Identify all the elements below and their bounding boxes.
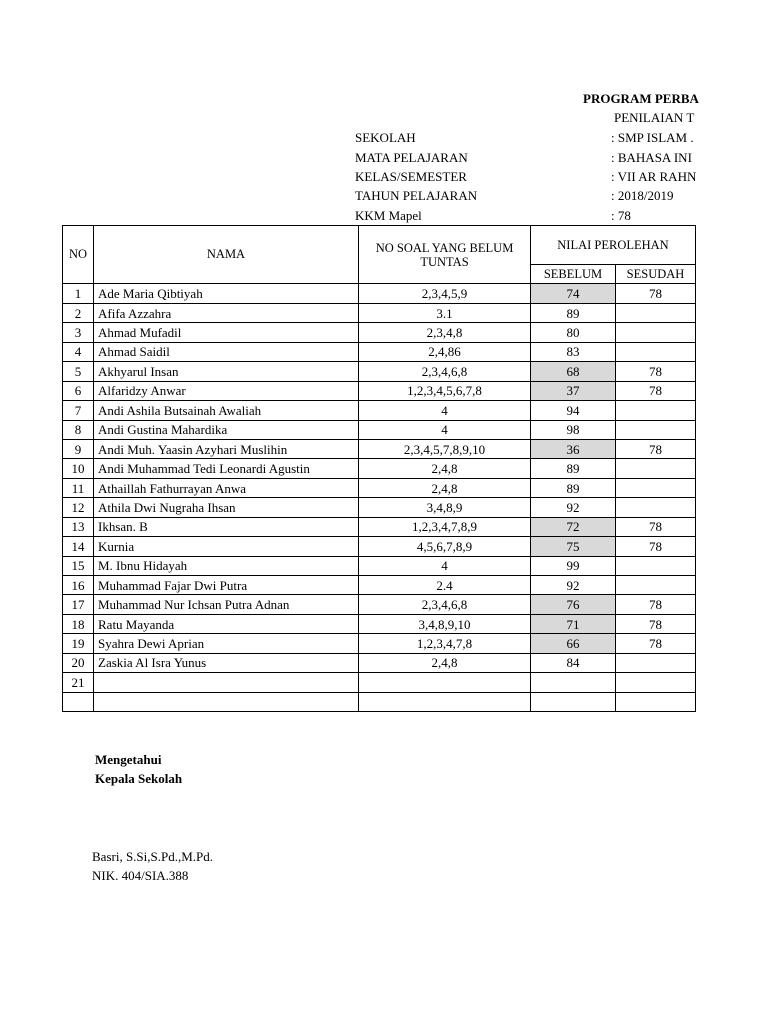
table-row: [63, 303, 696, 322]
cell-sesudah: [616, 556, 696, 575]
info-value-mapel: : BAHASA INI: [611, 150, 692, 165]
table-row: [63, 595, 696, 614]
cell-soal: [359, 692, 531, 711]
cell-soal: 2.4: [359, 576, 531, 595]
cell-nama: Akhyarul Insan: [94, 362, 359, 381]
cell-sesudah: [616, 342, 696, 361]
cell-soal: 1,2,3,4,7,8: [359, 634, 531, 653]
cell-no: 13: [63, 517, 94, 536]
cell-no: 7: [63, 401, 94, 420]
cell-nama: Andi Ashila Butsainah Awaliah: [94, 401, 359, 420]
table-row: [63, 537, 696, 556]
info-label-kelas: KELAS/SEMESTER: [355, 169, 467, 184]
cell-sesudah: [616, 498, 696, 517]
cell-soal: 2,3,4,6,8: [359, 362, 531, 381]
table-row: [63, 673, 696, 692]
cell-nama: [94, 673, 359, 692]
cell-sebelum: 92: [531, 576, 616, 595]
cell-no: 21: [63, 673, 94, 692]
cell-soal: 4: [359, 556, 531, 575]
cell-soal: 3,4,8,9: [359, 498, 531, 517]
cell-nama: [94, 692, 359, 711]
cell-sebelum: 36: [531, 439, 616, 458]
cell-soal: 2,3,4,5,9: [359, 284, 531, 303]
cell-sesudah: [616, 303, 696, 322]
info-label-sekolah: SEKOLAH: [355, 130, 416, 145]
cell-no: 9: [63, 439, 94, 458]
table-row: [63, 284, 696, 303]
cell-soal: 4: [359, 420, 531, 439]
info-value-sekolah: : SMP ISLAM .: [611, 130, 694, 145]
cell-no: 8: [63, 420, 94, 439]
table-row: [63, 439, 696, 458]
cell-soal: 4: [359, 401, 531, 420]
cell-soal: 2,3,4,6,8: [359, 595, 531, 614]
info-value-kelas: : VII AR RAHN: [611, 169, 697, 184]
header-nama: NAMA: [94, 226, 359, 284]
cell-nama: Ikhsan. B: [94, 517, 359, 536]
cell-nama: Kurnia: [94, 537, 359, 556]
cell-sebelum: 92: [531, 498, 616, 517]
cell-no: 16: [63, 576, 94, 595]
cell-no: 4: [63, 342, 94, 361]
table-row: [63, 401, 696, 420]
cell-nama: Ahmad Saidil: [94, 342, 359, 361]
cell-no: 5: [63, 362, 94, 381]
table-row: [63, 342, 696, 361]
cell-sebelum: 74: [531, 284, 616, 303]
cell-sesudah: [616, 478, 696, 497]
cell-sebelum: 98: [531, 420, 616, 439]
cell-no: 12: [63, 498, 94, 517]
cell-sebelum: 94: [531, 401, 616, 420]
cell-soal: 2,3,4,8: [359, 323, 531, 342]
cell-no: 15: [63, 556, 94, 575]
table-row: [63, 381, 696, 400]
cell-sesudah: 78: [616, 439, 696, 458]
cell-sebelum: 68: [531, 362, 616, 381]
info-label-tahun: TAHUN PELAJARAN: [355, 188, 478, 203]
cell-sebelum: [531, 692, 616, 711]
cell-no: 10: [63, 459, 94, 478]
cell-soal: 2,4,8: [359, 478, 531, 497]
cell-sesudah: 78: [616, 284, 696, 303]
cell-soal: 2,4,86: [359, 342, 531, 361]
table-body: [63, 284, 696, 712]
assessment-title: PENILAIAN T: [614, 110, 695, 125]
cell-sebelum: 71: [531, 614, 616, 633]
cell-nama: Andi Muhammad Tedi Leonardi Agustin: [94, 459, 359, 478]
cell-sebelum: 72: [531, 517, 616, 536]
cell-sebelum: 75: [531, 537, 616, 556]
cell-no: 3: [63, 323, 94, 342]
signature-name: Basri, S.Si,S.Pd.,M.Pd.: [92, 849, 214, 864]
cell-sesudah: 78: [616, 614, 696, 633]
cell-nama: Muhammad Nur Ichsan Putra Adnan: [94, 595, 359, 614]
cell-sesudah: [616, 653, 696, 672]
cell-soal: [359, 673, 531, 692]
cell-sebelum: 99: [531, 556, 616, 575]
cell-nama: Syahra Dewi Aprian: [94, 634, 359, 653]
cell-sebelum: 89: [531, 459, 616, 478]
cell-nama: Athila Dwi Nugraha Ihsan: [94, 498, 359, 517]
info-label-mapel: MATA PELAJARAN: [355, 150, 468, 165]
cell-nama: Andi Gustina Mahardika: [94, 420, 359, 439]
table-row: [63, 634, 696, 653]
cell-sesudah: [616, 420, 696, 439]
cell-nama: Ade Maria Qibtiyah: [94, 284, 359, 303]
score-table: [62, 225, 696, 712]
cell-sesudah: 78: [616, 537, 696, 556]
cell-soal: 2,4,8: [359, 653, 531, 672]
table-row: [63, 420, 696, 439]
cell-sebelum: 84: [531, 653, 616, 672]
cell-sesudah: 78: [616, 362, 696, 381]
cell-nama: Zaskia Al Isra Yunus: [94, 653, 359, 672]
cell-sebelum: [531, 673, 616, 692]
cell-no: 11: [63, 478, 94, 497]
header-nilai: NILAI PEROLEHAN: [531, 226, 696, 265]
cell-sesudah: 78: [616, 634, 696, 653]
cell-sebelum: 37: [531, 381, 616, 400]
cell-no: 1: [63, 284, 94, 303]
cell-sebelum: 80: [531, 323, 616, 342]
cell-sesudah: [616, 673, 696, 692]
cell-soal: 3.1: [359, 303, 531, 322]
cell-soal: 3,4,8,9,10: [359, 614, 531, 633]
table-row: [63, 653, 696, 672]
info-value-tahun: : 2018/2019: [611, 188, 674, 203]
header-sebelum: SEBELUM: [531, 265, 616, 284]
cell-no: 6: [63, 381, 94, 400]
cell-nama: Ratu Mayanda: [94, 614, 359, 633]
cell-soal: 1,2,3,4,5,6,7,8: [359, 381, 531, 400]
table-row: [63, 362, 696, 381]
cell-no: 14: [63, 537, 94, 556]
cell-soal: 2,3,4,5,7,8,9,10: [359, 439, 531, 458]
cell-sebelum: 66: [531, 634, 616, 653]
table-row: [63, 323, 696, 342]
cell-sebelum: 76: [531, 595, 616, 614]
cell-no: 18: [63, 614, 94, 633]
cell-sesudah: [616, 692, 696, 711]
cell-sebelum: 89: [531, 303, 616, 322]
cell-nama: M. Ibnu Hidayah: [94, 556, 359, 575]
signature-role: Kepala Sekolah: [95, 771, 183, 786]
header-soal: NO SOAL YANG BELUM TUNTAS: [359, 226, 531, 284]
table-row: [63, 459, 696, 478]
cell-nama: Afifa Azzahra: [94, 303, 359, 322]
cell-sesudah: 78: [616, 595, 696, 614]
cell-nama: Muhammad Fajar Dwi Putra: [94, 576, 359, 595]
program-title: PROGRAM PERBA: [583, 91, 699, 106]
cell-nama: Alfaridzy Anwar: [94, 381, 359, 400]
info-label-kkm: KKM Mapel: [355, 208, 422, 223]
cell-no: 20: [63, 653, 94, 672]
table-row: [63, 692, 696, 711]
cell-sebelum: 89: [531, 478, 616, 497]
table-row: [63, 556, 696, 575]
signature-nik: NIK. 404/SIA.388: [92, 868, 189, 883]
cell-no: [63, 692, 94, 711]
cell-no: 19: [63, 634, 94, 653]
cell-sesudah: [616, 459, 696, 478]
signature-acknowledged: Mengetahui: [95, 752, 162, 767]
info-value-kkm: : 78: [611, 208, 631, 223]
cell-sesudah: [616, 401, 696, 420]
table-row: [63, 478, 696, 497]
cell-soal: 2,4,8: [359, 459, 531, 478]
cell-sesudah: [616, 323, 696, 342]
table-row: [63, 517, 696, 536]
cell-nama: Andi Muh. Yaasin Azyhari Muslihin: [94, 439, 359, 458]
cell-no: 2: [63, 303, 94, 322]
cell-nama: Ahmad Mufadil: [94, 323, 359, 342]
cell-sesudah: 78: [616, 381, 696, 400]
table-row: [63, 498, 696, 517]
cell-sebelum: 83: [531, 342, 616, 361]
cell-sesudah: 78: [616, 517, 696, 536]
cell-no: 17: [63, 595, 94, 614]
cell-soal: 1,2,3,4,7,8,9: [359, 517, 531, 536]
table-row: [63, 614, 696, 633]
header-no: NO: [63, 226, 94, 284]
cell-soal: 4,5,6,7,8,9: [359, 537, 531, 556]
header-sesudah: SESUDAH: [616, 265, 696, 284]
cell-nama: Athaillah Fathurrayan Anwa: [94, 478, 359, 497]
cell-sesudah: [616, 576, 696, 595]
table-row: [63, 576, 696, 595]
